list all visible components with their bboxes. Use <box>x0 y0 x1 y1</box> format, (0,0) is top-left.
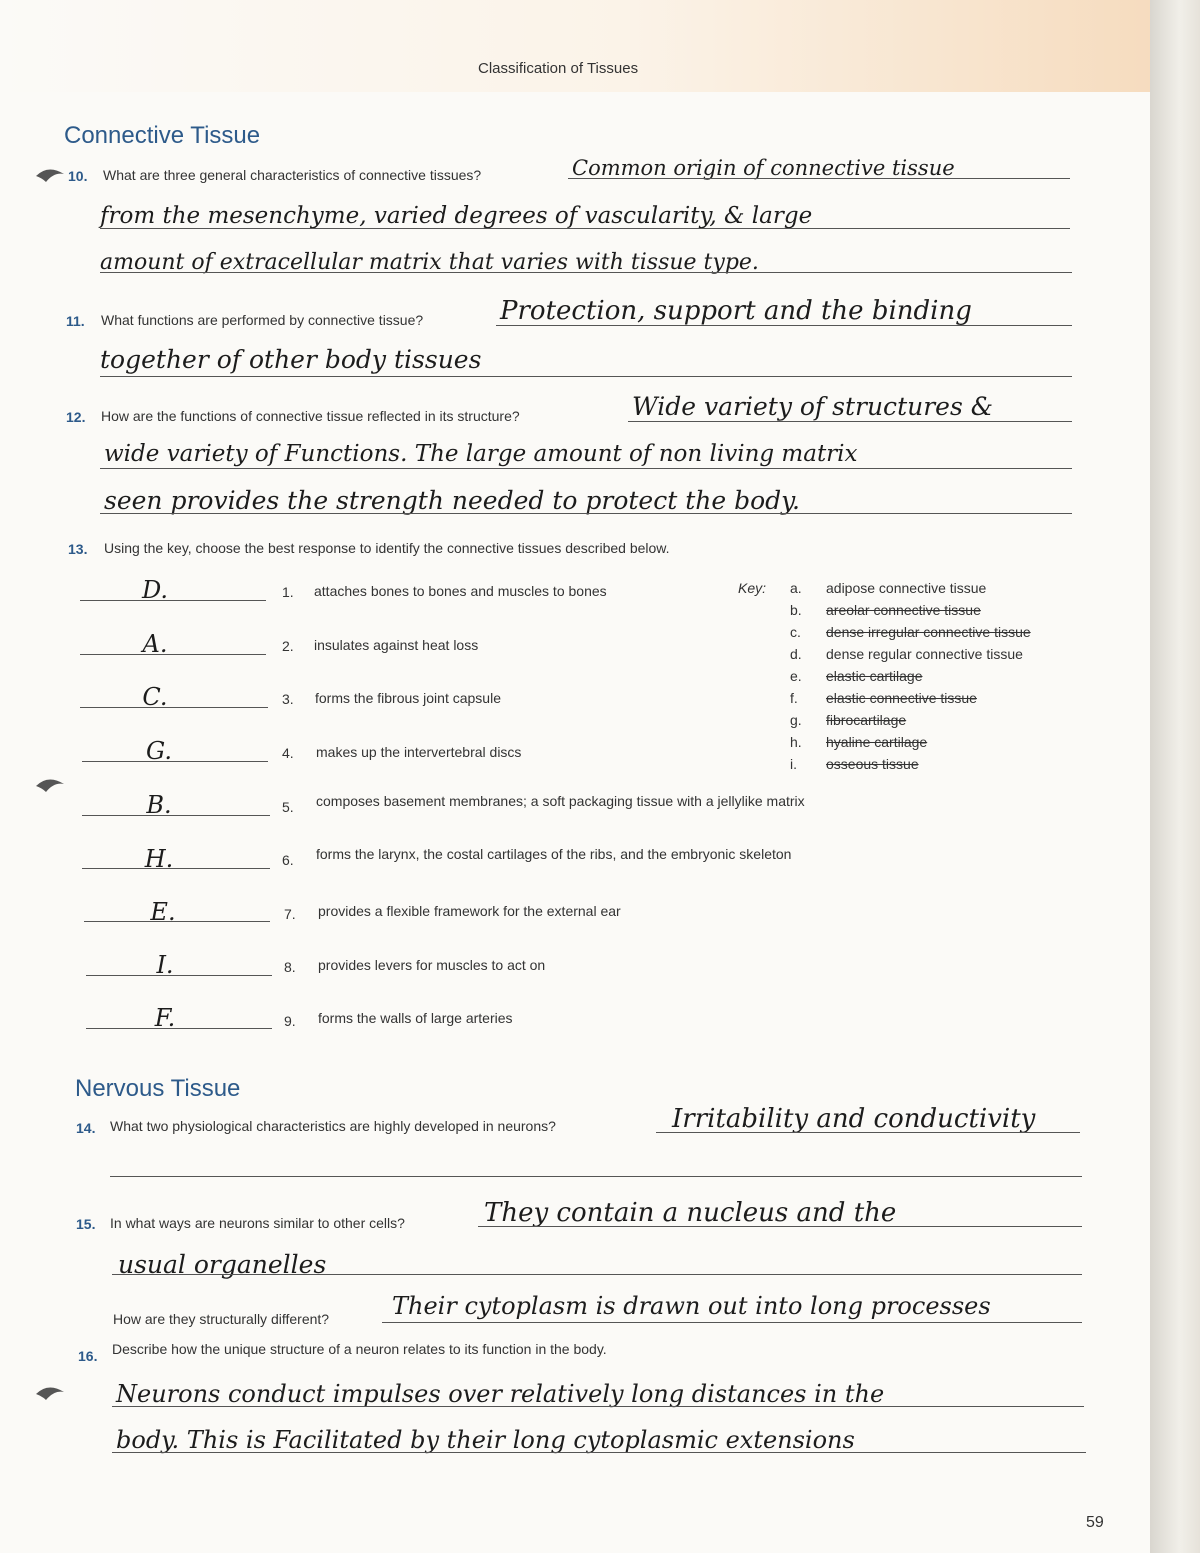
section-title-connective: Connective Tissue <box>64 122 261 149</box>
item-number: 5. <box>282 799 294 815</box>
handwritten-answer: Their cytoplasm is drawn out into long processes <box>392 1292 991 1320</box>
key-letter: e. <box>790 668 802 684</box>
answer-line <box>100 376 1072 377</box>
key-text: dense irregular connective tissue <box>826 624 1031 640</box>
answer-line <box>80 600 266 601</box>
item-answer: C. <box>142 683 168 711</box>
item-answer: E. <box>150 898 176 926</box>
answer-line <box>656 1132 1080 1133</box>
handwritten-answer: seen provides the strength needed to protect the body. <box>104 486 800 515</box>
key-item <box>790 580 986 596</box>
key-text: areolar connective tissue <box>826 602 981 618</box>
answer-line <box>80 654 266 655</box>
key-item <box>790 734 927 750</box>
section-title-nervous: Nervous Tissue <box>75 1075 241 1102</box>
header-band <box>0 0 1150 92</box>
binder-hole-icon <box>30 160 70 200</box>
key-item <box>790 756 919 772</box>
item-number: 7. <box>284 906 296 922</box>
question-text: What are three general characteristics of connective tissues? <box>103 167 482 183</box>
key-item <box>790 602 981 618</box>
item-answer: F. <box>154 1004 176 1032</box>
key-item <box>790 712 906 728</box>
key-item <box>790 668 923 684</box>
question-text: In what ways are neurons similar to other cells? <box>110 1215 405 1231</box>
page-edge <box>1150 0 1200 1553</box>
item-text: provides levers for muscles to act on <box>318 957 546 973</box>
answer-line <box>84 921 270 922</box>
answer-line <box>112 1406 1084 1407</box>
answer-line <box>82 868 270 869</box>
item-text: insulates against heat loss <box>314 637 479 653</box>
key-item <box>790 646 1023 662</box>
question-number: 11. <box>66 313 85 329</box>
question-text: What functions are performed by connective tissue? <box>101 312 424 328</box>
handwritten-answer: from the mesenchyme, varied degrees of vascularity, & large <box>100 203 813 229</box>
running-head: Classification of Tissues <box>478 60 639 77</box>
key-label: Key: <box>738 580 767 596</box>
item-answer: D. <box>141 576 168 604</box>
item-number: 3. <box>282 691 294 707</box>
key-letter: i. <box>790 756 797 772</box>
question-number: 15. <box>76 1216 96 1232</box>
page-number: 59 <box>1086 1514 1104 1531</box>
answer-line <box>82 815 270 816</box>
answer-line <box>112 1274 1082 1275</box>
question-number: 12. <box>66 409 86 425</box>
answer-line <box>86 975 272 976</box>
item-answer: H. <box>144 845 174 873</box>
key-letter: b. <box>790 602 802 618</box>
item-number: 1. <box>282 584 294 600</box>
handwritten-answer: Protection, support and the binding <box>500 296 972 326</box>
question-number: 16. <box>78 1348 98 1364</box>
item-text: makes up the intervertebral discs <box>316 744 522 760</box>
item-answer: A. <box>142 630 168 658</box>
item-number: 8. <box>284 959 296 975</box>
handwritten-answer: body. This is Facilitated by their long cytoplasmic extensions <box>116 1426 855 1454</box>
question-number: 13. <box>68 541 88 557</box>
handwritten-answer: amount of extracellular matrix that varies with tissue type. <box>100 250 759 275</box>
item-number: 9. <box>284 1013 296 1029</box>
question-text: What two physiological characteristics are highly developed in neurons? <box>110 1118 556 1134</box>
key-letter: c. <box>790 624 801 640</box>
answer-line <box>86 1028 272 1029</box>
item-answer: I. <box>156 951 174 979</box>
item-number: 6. <box>282 852 294 868</box>
item-number: 4. <box>282 745 294 761</box>
item-answer: B. <box>146 791 172 819</box>
answer-line <box>80 707 268 708</box>
handwritten-answer: usual organelles <box>118 1250 327 1279</box>
key-text: adipose connective tissue <box>826 580 987 596</box>
item-answer: G. <box>146 737 172 765</box>
handwritten-answer: Neurons conduct impulses over relatively long distances in the <box>116 1380 885 1408</box>
key-letter: f. <box>790 690 798 706</box>
key-letter: g. <box>790 712 802 728</box>
handwritten-answer: together of other body tissues <box>100 345 482 374</box>
answer-line <box>382 1322 1082 1323</box>
answer-line <box>628 421 1072 422</box>
question-number: 10. <box>68 168 88 184</box>
handwritten-answer: wide variety of Functions. The large amount of non living matrix <box>104 441 858 467</box>
handwritten-answer: They contain a nucleus and the <box>484 1198 897 1228</box>
key-text: hyaline cartilage <box>826 734 928 750</box>
key-letter: a. <box>790 580 802 596</box>
binder-hole-icon <box>30 1378 70 1418</box>
item-text: forms the fibrous joint capsule <box>315 690 501 706</box>
key-letter: h. <box>790 734 802 750</box>
item-text: provides a flexible framework for the external ear <box>318 903 621 919</box>
answer-line <box>478 1226 1082 1227</box>
answer-line <box>496 325 1072 326</box>
key-item <box>790 690 977 706</box>
followup-text: How are they structurally different? <box>113 1311 330 1327</box>
handwritten-answer: Common origin of connective tissue <box>572 156 955 180</box>
key-text: elastic connective tissue <box>826 690 977 706</box>
handwritten-answer: Irritability and conductivity <box>672 1104 1036 1134</box>
answer-line <box>568 178 1070 179</box>
binder-hole-icon <box>30 770 70 810</box>
answer-line <box>100 468 1072 469</box>
key-text: fibrocartilage <box>826 712 907 728</box>
answer-line <box>100 228 1070 229</box>
question-text: How are the functions of connective tissue reflected in its structure? <box>101 408 520 424</box>
answer-line <box>100 272 1072 273</box>
answer-line <box>82 761 268 762</box>
answer-line <box>112 1452 1086 1453</box>
item-text: forms the larynx, the costal cartilages of the ribs, and the embryonic skeleton <box>316 846 792 862</box>
answer-line <box>110 1176 1082 1177</box>
key-letter: d. <box>790 646 802 662</box>
question-number: 14. <box>76 1120 96 1136</box>
item-text: composes basement membranes; a soft packaging tissue with a jellylike matrix <box>316 793 805 809</box>
key-text: elastic cartilage <box>826 668 923 684</box>
answer-line <box>100 513 1072 514</box>
handwritten-answer: Wide variety of structures & <box>632 392 993 421</box>
item-text: forms the walls of large arteries <box>318 1010 513 1026</box>
key-text: osseous tissue <box>826 756 919 772</box>
question-text: Using the key, choose the best response to identify the connective tissues described below. <box>104 540 670 556</box>
item-text: attaches bones to bones and muscles to bones <box>314 583 607 599</box>
item-number: 2. <box>282 638 294 654</box>
question-text: Describe how the unique structure of a neuron relates to its function in the body. <box>112 1341 607 1357</box>
key-item <box>790 624 1031 640</box>
key-text: dense regular connective tissue <box>826 646 1023 662</box>
